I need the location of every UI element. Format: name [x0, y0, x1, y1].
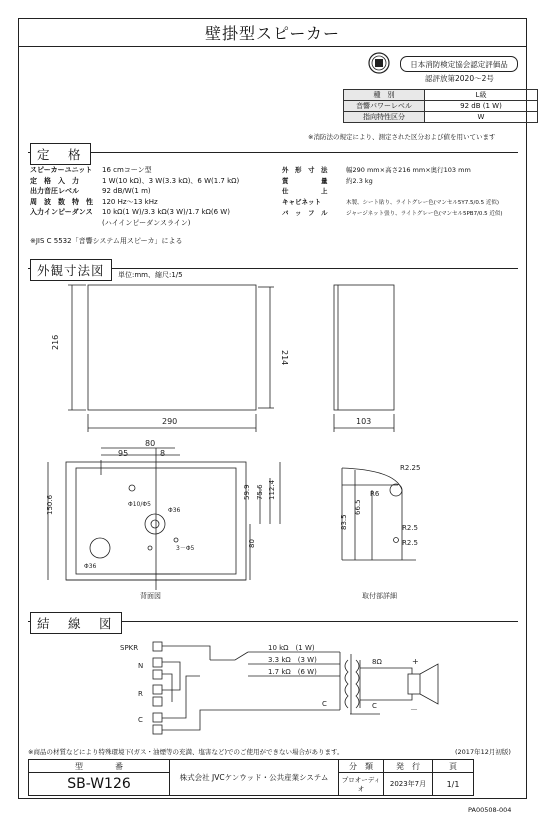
grade-value: W [425, 112, 538, 123]
section-specs-heading: 定 格 [30, 143, 91, 165]
grade-key: 種 別 [344, 90, 425, 101]
grade-table [343, 89, 538, 123]
spec-row: 質 量 約2.3 kg [282, 176, 373, 185]
dim-665: 66.5 [354, 499, 362, 515]
table-row [344, 90, 538, 101]
grade-value: 92 dB (1 W) [425, 101, 538, 112]
dim-back-150-6: 150.6 [46, 494, 54, 515]
dim-phi36a: Φ36 [168, 507, 181, 514]
terminal-n: N [138, 662, 144, 670]
class-value: プロオーディオ [339, 773, 384, 796]
grade-key: 指向特性区分 [344, 112, 425, 123]
certification-seal-icon [368, 52, 390, 74]
dim-phi36b: Φ36 [84, 563, 97, 570]
dim-r6: R6 [370, 490, 380, 498]
dim-r25a: R2.5 [402, 524, 418, 532]
grade-value: L級 [425, 90, 538, 101]
dim-back-112-4: 112.4 [268, 479, 276, 500]
grade-note: ※消防法の規定により、測定された区分および値を用いています [308, 133, 496, 141]
model-number: SB-W126 [29, 773, 170, 796]
specs-left [30, 165, 280, 228]
dim-back-80-v: 80 [248, 539, 256, 548]
dim-back-95: 95 [118, 449, 129, 458]
dim-back-75-6: 75.6 [256, 484, 264, 500]
speaker-impedance: 8Ω [372, 658, 382, 666]
dim-phi5: 3－Φ5 [176, 545, 195, 552]
terminal-spkr: SPKR [120, 644, 139, 652]
table-row [344, 101, 538, 112]
spec-row: (ハイインピーダンスライン) [102, 218, 191, 227]
dim-r25b: R2.5 [402, 539, 418, 547]
spec-row: 周 波 数 特 性 120 Hz～13 kHz [30, 197, 158, 206]
wire-c-2: C [372, 702, 377, 710]
terminal-c: C [138, 716, 143, 724]
page-header: 頁 [433, 760, 474, 773]
spec-row: スピーカーユニット 16 cmコーン型 [30, 166, 152, 174]
polarity-minus: － [410, 705, 418, 714]
spec-row: 定 格 入 力 1 W(10 kΩ)、3 W(3.3 kΩ)、6 W(1.7 kΩ) [30, 176, 240, 185]
certification-number: 認評放第2020～2号 [425, 74, 494, 83]
caption-bracket: 取付部詳細 [362, 592, 397, 600]
spec-row: キャビネット 木製、シート貼り、ライトグレー色(マンセル5Y7.5/0.5 近似) [282, 197, 499, 206]
dim-835: 83.5 [340, 514, 348, 530]
dim-front-height: 216 [51, 334, 60, 350]
caption-back: 背面図 [140, 592, 161, 600]
spec-row: 外 形 寸 法 幅290 mm×高さ216 mm×奥行103 mm [282, 166, 471, 174]
dim-phi10: Φ10/Φ5 [128, 501, 151, 508]
spec-row: 出力音圧レベル 92 dB/W(1 m) [30, 187, 151, 195]
issue-header: 発 行 [384, 760, 433, 773]
spec-row: 仕 上 [282, 187, 328, 195]
spec-row: バ ッ フ ル ジャージネット張り、ライトグレー色(マンセル5PB7/0.5 近似) [282, 209, 503, 217]
company-name: 株式会社 JVCケンウッド・公共産業システム [170, 760, 339, 796]
dim-back-8: 8 [160, 449, 166, 458]
dim-back-80: 80 [145, 439, 156, 448]
dim-width: 290 [162, 417, 178, 426]
certification-badge: 日本消防検定協会認定評価品 [400, 56, 518, 72]
bottom-note: ※商品の材質などにより特殊環境下(ガス・油煙等の充満、塩害など)でのご使用ができない場合があります。 [28, 748, 344, 756]
dimension-unit: 単位:mm、縮尺:1/5 [118, 271, 183, 279]
specs-right [282, 165, 522, 220]
wire-c-1: C [322, 700, 327, 708]
spec-note: ※JIS C 5532「音響システム用スピーカ」による [30, 237, 183, 245]
dim-back-59-9: 59.9 [243, 484, 251, 500]
section-rule [28, 152, 518, 153]
tap-3-3k: 3.3 kΩ (3 W) [268, 656, 317, 664]
tap-1-7k: 1.7 kΩ (6 W) [268, 668, 317, 676]
table-row [29, 760, 474, 773]
polarity-plus: + [412, 657, 419, 666]
model-header: 型 番 [29, 760, 170, 773]
dim-depth: 103 [356, 417, 372, 426]
section-dimensions-heading: 外観寸法図 [30, 259, 112, 281]
page-title: 壁掛型スピーカー [18, 18, 527, 47]
grade-key: 音響パワーレベル [344, 101, 425, 112]
spec-row: 入力インピーダンス 10 kΩ(1 W)/3.3 kΩ(3 W)/1.7 kΩ(6 W) [30, 208, 230, 216]
bottom-year: (2017年12月初版) [455, 748, 511, 756]
issue-value: 2023年7月 [384, 773, 433, 796]
class-header: 分 類 [339, 760, 384, 773]
footer-table [28, 759, 474, 796]
document-code: PA00508-004 [468, 806, 512, 814]
tap-10k: 10 kΩ (1 W) [268, 644, 315, 652]
terminal-r: R [138, 690, 143, 698]
section-wiring-heading: 結 線 図 [30, 612, 122, 634]
page-value: 1/1 [433, 773, 474, 796]
dim-r225: R2.25 [400, 464, 421, 472]
table-row [344, 112, 538, 123]
dim-inner-height: 214 [280, 350, 289, 366]
